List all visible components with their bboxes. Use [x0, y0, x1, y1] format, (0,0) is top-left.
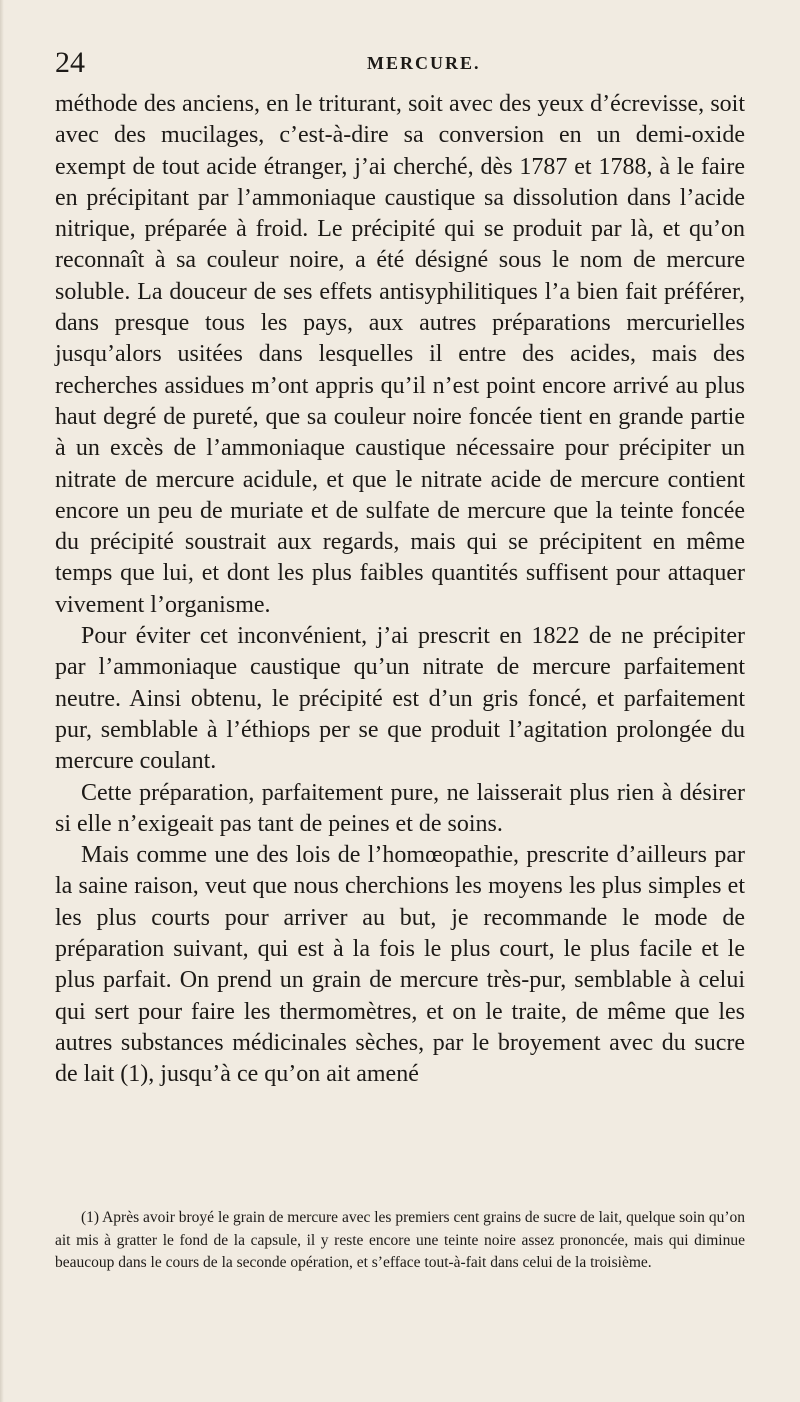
footnote-text: (1) Après avoir broyé le grain de mercure avec les premiers cent grains de sucre de lait, quelque soin qu’on ait mis à gratter le fond de la capsule, il y reste encore une teinte noire assez prononcée, mais qui diminue beaucoup dans le cours de la seconde opération, et s’efface tout-à-fait dans celui de la troisième.: [55, 1209, 745, 1271]
paragraph-4: Mais comme une des lois de l’homœopathie, prescrite d’ailleurs par la saine raison, veut que nous cherchions les moyens les plus simples et les plus courts pour arriver au but, je recommande le mode de préparation suivant, qui est à la fois le plus court, le plus facile et le plus parfait. On prend un grain de mercure très-pur, semblable à celui qui sert pour faire les thermomètres, et on le traite, de même que les autres substances médicinales sèches, par le broyement avec du sucre de lait (1), jusqu’à ce qu’on ait amené: [55, 842, 745, 1088]
paragraph-2: Pour éviter cet inconvénient, j’ai prescrit en 1822 de ne précipiter par l’ammoniaque caustique qu’un nitrate de mercure parfaitement neutre. Ainsi obtenu, le précipité est d’un gris foncé, et parfaitement pur, semblable à l’éthiops per se que produit l’agitation prolongée du mercure coulant.: [55, 623, 745, 775]
paragraph-3: Cette préparation, parfaitement pure, ne laisserait plus rien à désirer si elle n’exigeait pas tant de peines et de soins.: [55, 779, 745, 837]
paragraph-1: méthode des anciens, en le triturant, soit avec des yeux d’écrevisse, soit avec des mucilages, c’est-à-dire sa conversion en un demi-oxide exempt de tout acide étranger, j’ai cherché, dès 1787 et 1788, à le faire en précipitant par l’ammoniaque caustique sa dissolution dans l’acide nitrique, préparée à froid. Le précipité qui se produit par là, et qu’on reconnaît à sa couleur noire, a été désigné sous le nom de mercure soluble. La douceur de ses effets antisyphilitiques l’a bien fait préférer, dans presque tous les pays, aux autres préparations mercurielles jusqu’alors usitées dans lesquelles il entre des acides, mais des recherches assidues m’ont appris qu’il n’est point encore arrivé au plus haut degré de pureté, que sa couleur noire foncée tient en grande partie à un excès de l’ammoniaque caustique nécessaire pour précipiter un nitrate de mercure acidule, et que le nitrate acide de mercure contient encore un peu de muriate et de sulfate de mercure que la teinte foncée du précipité soustrait aux regards, mais qui se précipitent en même temps que lui, et dont les plus faibles quantités suffisent pour attaquer vivement l’organisme.: [55, 91, 745, 618]
page-number: 24: [55, 46, 85, 79]
main-text: [55, 89, 745, 1091]
running-head: [55, 48, 745, 78]
page-edge-shadow: [0, 0, 4, 1402]
footnote: [55, 1207, 745, 1275]
running-title: MERCURE.: [367, 53, 481, 73]
